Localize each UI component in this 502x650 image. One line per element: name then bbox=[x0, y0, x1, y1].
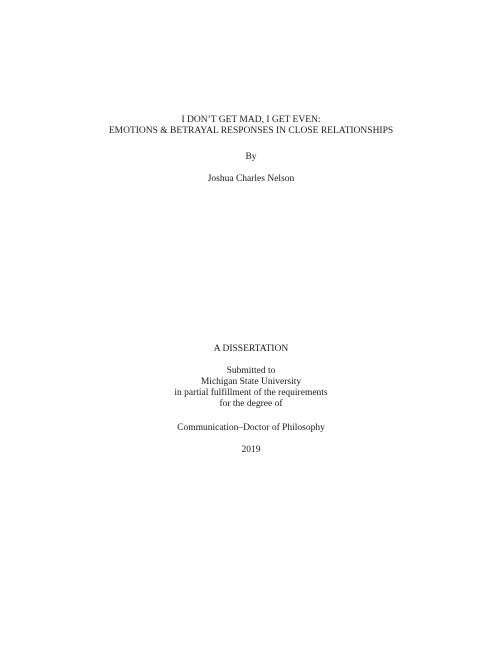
submission-line-2: Michigan State University bbox=[200, 377, 302, 387]
document-type bbox=[0, 344, 502, 355]
title-line-2: EMOTIONS & BETRAYAL RESPONSES IN CLOSE RELATIONSHIPS bbox=[108, 126, 394, 136]
submission-line-1: Submitted to bbox=[226, 366, 276, 376]
degree-text: Communication–Doctor of Philosophy bbox=[177, 423, 325, 433]
by-text: By bbox=[245, 152, 257, 162]
submission-line-4: for the degree of bbox=[219, 399, 283, 409]
submission-line-3: in partial fulfillment of the requirements bbox=[174, 388, 328, 398]
degree-program bbox=[0, 423, 502, 434]
author-name bbox=[0, 174, 502, 185]
by-label bbox=[0, 152, 502, 163]
document-type-text: A DISSERTATION bbox=[213, 344, 289, 354]
submission-year bbox=[0, 445, 502, 456]
dissertation-title bbox=[0, 115, 502, 137]
year-text: 2019 bbox=[241, 445, 261, 455]
title-line-1: I DON’T GET MAD, I GET EVEN: bbox=[181, 115, 321, 125]
author-text: Joshua Charles Nelson bbox=[207, 174, 295, 184]
submission-statement bbox=[0, 366, 502, 410]
